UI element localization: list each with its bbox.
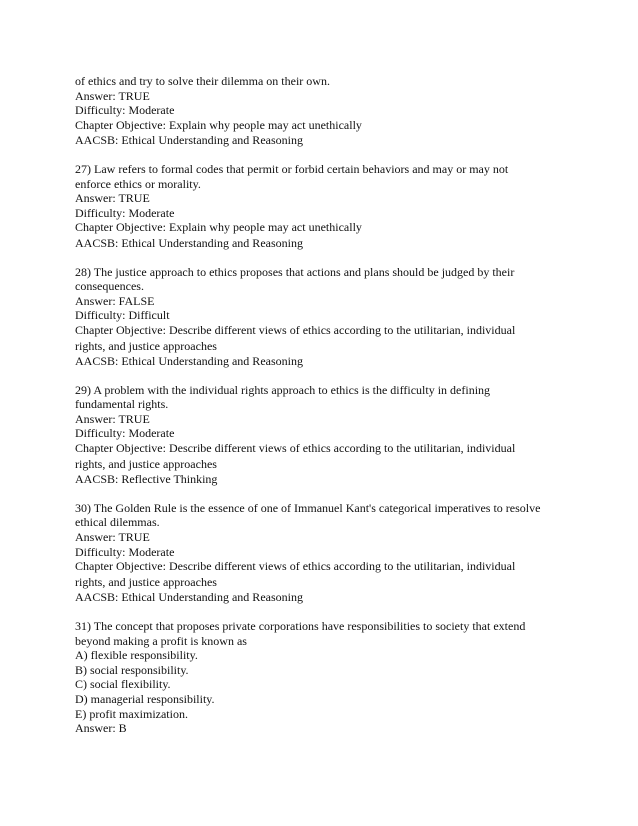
aacsb-line: AACSB: Ethical Understanding and Reasoning (75, 354, 303, 369)
question-stem: 28) The justice approach to ethics proposes that actions and plans should be judged by their (75, 264, 515, 279)
chapter-objective-line: rights, and justice approaches (75, 574, 217, 589)
document-content (75, 74, 575, 736)
option-c: C) social flexibility. (75, 677, 171, 692)
continued-question-block (75, 74, 575, 148)
question-stem: 30) The Golden Rule is the essence of one of Immanuel Kant's categorical imperatives to resolve (75, 500, 541, 515)
answer-line: Answer: TRUE (75, 411, 150, 426)
option-e: E) profit maximization. (75, 706, 188, 721)
aacsb-line: AACSB: Ethical Understanding and Reasoning (75, 590, 303, 605)
answer-line: Answer: TRUE (75, 191, 150, 206)
question-28-block (75, 265, 575, 369)
aacsb-line: AACSB: Ethical Understanding and Reasoning (75, 133, 303, 148)
aacsb-line: AACSB: Ethical Understanding and Reasoning (75, 235, 303, 250)
chapter-objective-line: rights, and justice approaches (75, 338, 217, 353)
difficulty-line: Difficulty: Moderate (75, 103, 175, 118)
question-stem: enforce ethics or morality. (75, 176, 201, 191)
answer-line: Answer: TRUE (75, 530, 150, 545)
difficulty-line: Difficulty: Moderate (75, 205, 175, 220)
question-stem: ethical dilemmas. (75, 515, 160, 530)
question-27-block (75, 162, 575, 251)
chapter-objective-line: Chapter Objective: Explain why people may act unethically (75, 117, 362, 132)
aacsb-line: AACSB: Reflective Thinking (75, 472, 218, 487)
question-29-block (75, 383, 575, 487)
question-stem: fundamental rights. (75, 397, 169, 412)
question-stem: 31) The concept that proposes private corporations have responsibilities to society that extend (75, 619, 526, 633)
question-30-block (75, 501, 575, 605)
answer-line: Answer: TRUE (75, 88, 150, 103)
option-a: A) flexible responsibility. (75, 648, 198, 663)
chapter-objective-line: Chapter Objective: Explain why people may act unethically (75, 220, 362, 235)
chapter-objective-line: Chapter Objective: Describe different views of ethics according to the utilitarian, individual (75, 322, 516, 337)
option-d: D) managerial responsibility. (75, 691, 215, 706)
question-stem: consequences. (75, 279, 144, 294)
difficulty-line: Difficulty: Moderate (75, 544, 175, 559)
answer-line: Answer: FALSE (75, 293, 155, 308)
question-stem: beyond making a profit is known as (75, 633, 247, 648)
question-stem-continuation: of ethics and try to solve their dilemma on their own. (75, 74, 330, 88)
chapter-objective-line: rights, and justice approaches (75, 456, 217, 471)
difficulty-line: Difficulty: Difficult (75, 308, 170, 323)
question-31-block (75, 619, 575, 736)
question-stem: 29) A problem with the individual rights approach to ethics is the difficulty in defining (75, 382, 491, 397)
chapter-objective-line: Chapter Objective: Describe different views of ethics according to the utilitarian, individual (75, 559, 516, 574)
option-b: B) social responsibility. (75, 662, 189, 677)
chapter-objective-line: Chapter Objective: Describe different views of ethics according to the utilitarian, individual (75, 441, 516, 456)
difficulty-line: Difficulty: Moderate (75, 426, 175, 441)
question-stem: 27) Law refers to formal codes that permit or forbid certain behaviors and may or may not (75, 161, 509, 176)
answer-line: Answer: B (75, 721, 127, 736)
